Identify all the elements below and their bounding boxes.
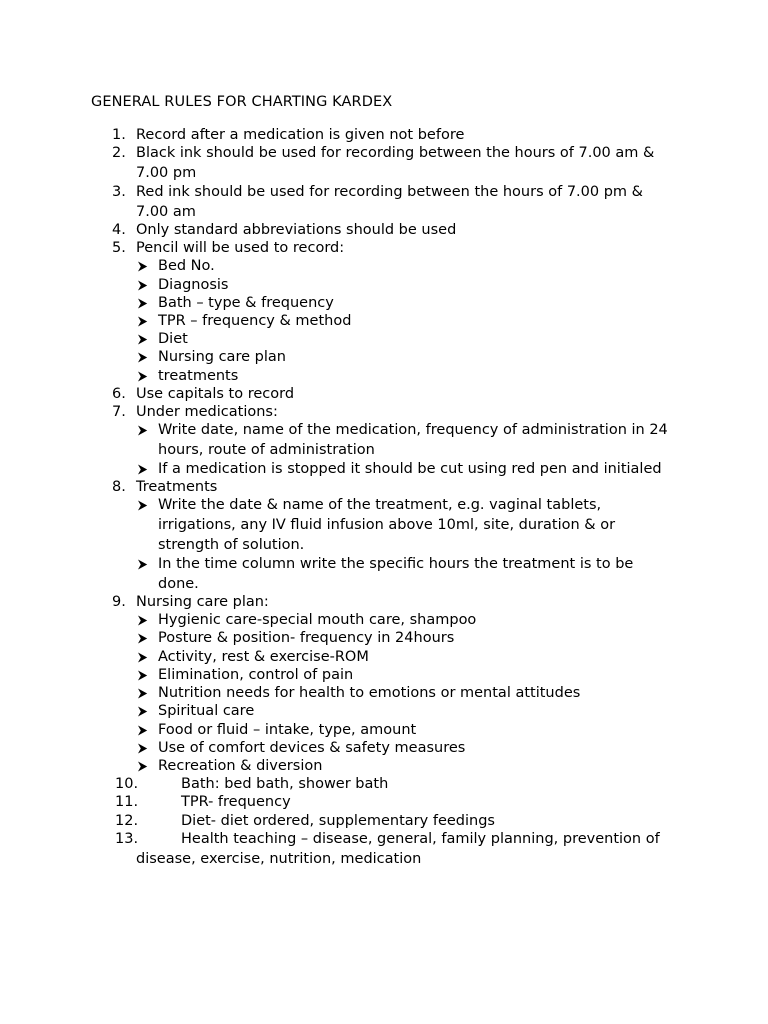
item-text: Treatments: [136, 478, 218, 495]
arrow-bullet-icon: [137, 460, 151, 478]
arrow-bullet-icon: [137, 276, 151, 294]
list-item: [112, 221, 702, 239]
item-number: 13.: [115, 830, 139, 847]
sub-bullet-text: Recreation & diversion: [158, 757, 323, 774]
item-text: 7.00 am: [136, 203, 196, 220]
item-text: Nursing care plan:: [136, 594, 269, 611]
arrow-bullet-icon: [137, 757, 151, 775]
arrow-bullet-icon: [137, 294, 151, 312]
item-number: 8.: [112, 478, 126, 495]
item-number: 11.: [115, 794, 139, 811]
arrow-bullet-icon: [137, 611, 151, 629]
sub-bullet-text: hours, route of administration: [158, 442, 375, 459]
item-number: 4.: [112, 222, 126, 239]
sub-bullet-text: If a medication is stopped it should be cut using red pen and initialed: [158, 460, 662, 477]
sub-bullet: [136, 421, 702, 459]
item-text: Black ink should be used for recording between the hours of 7.00 am &: [136, 145, 655, 162]
sub-bullet-text: Use of comfort devices & safety measures: [158, 739, 466, 756]
list-item: [112, 775, 702, 793]
item-text: Red ink should be used for recording between the hours of 7.00 pm &: [136, 183, 643, 200]
list-item: [112, 144, 702, 182]
item-text: Record after a medication is given not before: [136, 127, 465, 143]
sub-bullet-text: treatments: [158, 367, 239, 384]
rules-list: [112, 126, 702, 868]
list-item: [112, 593, 702, 775]
sub-bullet-text: Food or fluid – intake, type, amount: [158, 721, 417, 738]
sub-bullet: [136, 367, 702, 385]
item-text: 7.00 pm: [136, 165, 197, 182]
sub-bullet-text: Activity, rest & exercise-ROM: [158, 648, 369, 665]
arrow-bullet-icon: [137, 348, 151, 366]
arrow-bullet-icon: [137, 702, 151, 720]
sub-bullet: [136, 702, 702, 720]
sub-bullet-text: Nutrition needs for health to emotions or mental attitudes: [158, 685, 581, 702]
sub-bullet-text: irrigations, any IV fluid infusion above 10ml, site, duration & or: [158, 517, 616, 534]
arrow-bullet-icon: [137, 684, 151, 702]
item-number: 3.: [112, 183, 126, 200]
sub-bullet: [136, 496, 702, 555]
arrow-bullet-icon: [137, 721, 151, 739]
arrow-bullet-icon: [137, 555, 151, 573]
arrow-bullet-icon: [137, 739, 151, 757]
list-item: [112, 385, 702, 403]
sub-bullet-text: Diagnosis: [158, 276, 229, 293]
sub-bullet: [136, 666, 702, 684]
sub-bullet-text: Hygienic care-special mouth care, shampoo: [158, 612, 477, 629]
sub-bullet-text: Write the date & name of the treatment, e.g. vaginal tablets,: [158, 497, 602, 514]
list-item: [112, 478, 702, 593]
sub-bullet: [136, 757, 702, 775]
arrow-bullet-icon: [137, 330, 151, 348]
list-item: [112, 239, 702, 385]
item-number: 10.: [115, 776, 139, 793]
item-text: TPR- frequency: [181, 794, 291, 811]
sub-bullet: [136, 629, 702, 647]
item-number: 1.: [112, 127, 126, 143]
sub-bullet: [136, 555, 702, 593]
sub-bullet: [136, 330, 702, 348]
sub-bullet-text: Posture & position- frequency in 24hours: [158, 630, 455, 647]
item-text: Bath: bed bath, shower bath: [181, 776, 389, 793]
arrow-bullet-icon: [137, 666, 151, 684]
item-number: 5.: [112, 240, 126, 257]
item-text: disease, exercise, nutrition, medication: [136, 850, 422, 867]
list-item: [112, 183, 702, 221]
sub-bullet: [136, 348, 702, 366]
item-text: Pencil will be used to record:: [136, 240, 345, 257]
arrow-bullet-icon: [137, 629, 151, 647]
list-item: [112, 403, 702, 478]
sub-bullet-text: Elimination, control of pain: [158, 666, 354, 683]
list-item: [112, 793, 702, 811]
item-text: Under medications:: [136, 404, 278, 421]
sub-bullet: [136, 276, 702, 294]
sub-bullet: [136, 460, 702, 478]
list-item: [112, 830, 702, 868]
sub-bullet-text: In the time column write the specific hours the treatment is to be: [158, 555, 634, 572]
sub-bullet: [136, 611, 702, 629]
item-text: Diet- diet ordered, supplementary feedings: [181, 812, 495, 829]
item-number: 9.: [112, 594, 126, 611]
sub-bullet-text: Nursing care plan: [158, 349, 286, 366]
list-item: [112, 126, 702, 144]
sub-bullet-text: done.: [158, 575, 199, 592]
sub-bullet-text: strength of solution.: [158, 537, 305, 554]
sub-bullet: [136, 257, 702, 275]
sub-bullet: [136, 684, 702, 702]
sub-bullet-text: Write date, name of the medication, frequency of administration in 24: [158, 422, 668, 439]
sub-bullet: [136, 648, 702, 666]
sub-bullet-text: Diet: [158, 331, 188, 348]
sub-bullet: [136, 294, 702, 312]
item-number: 7.: [112, 404, 126, 421]
item-text: Only standard abbreviations should be used: [136, 222, 457, 239]
sub-bullet-text: Bath – type & frequency: [158, 294, 334, 311]
arrow-bullet-icon: [137, 367, 151, 385]
item-number: 2.: [112, 145, 126, 162]
item-text: Use capitals to record: [136, 385, 295, 402]
sub-bullet: [136, 739, 702, 757]
sub-bullet-text: TPR – frequency & method: [158, 313, 352, 330]
arrow-bullet-icon: [137, 257, 151, 275]
arrow-bullet-icon: [137, 648, 151, 666]
page-title: GENERAL RULES FOR CHARTING KARDEX: [91, 94, 393, 110]
item-text: Health teaching – disease, general, family planning, prevention of: [181, 830, 660, 847]
sub-bullet-text: Bed No.: [158, 258, 215, 275]
arrow-bullet-icon: [137, 312, 151, 330]
arrow-bullet-icon: [137, 496, 151, 514]
list-item: [112, 812, 702, 830]
arrow-bullet-icon: [137, 421, 151, 439]
sub-bullet: [136, 312, 702, 330]
sub-bullet-text: Spiritual care: [158, 703, 255, 720]
sub-bullet: [136, 721, 702, 739]
item-number: 12.: [115, 812, 139, 829]
item-number: 6.: [112, 385, 126, 402]
